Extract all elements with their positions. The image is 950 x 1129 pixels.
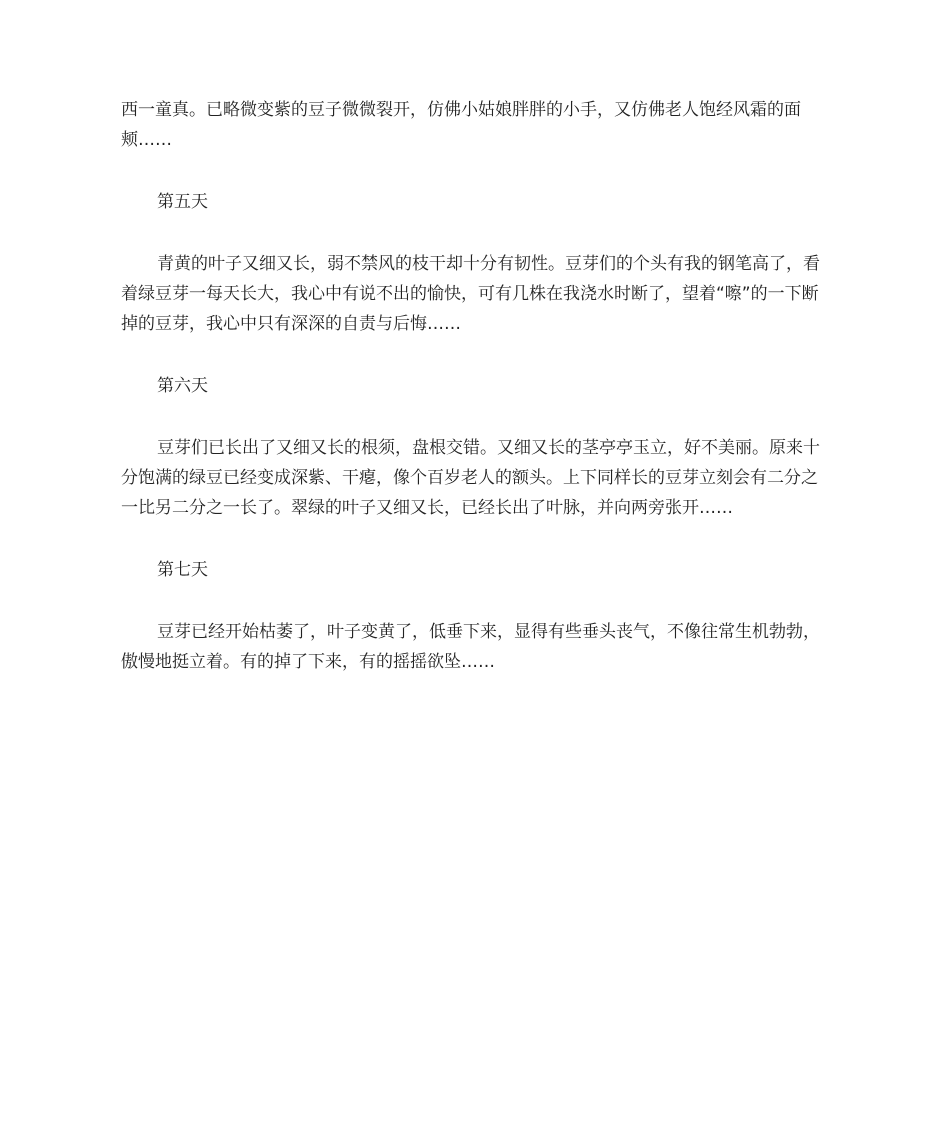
paragraph-day-seven: 豆芽已经开始枯萎了，叶子变黄了，低垂下来，显得有些垂头丧气，不像往常生机勃勃，傲慢地挺立着。有的掉了下来，有的摇摇欲坠…… [121,622,820,672]
paragraph-day-six: 豆芽们已长出了又细又长的根须，盘根交错。又细又长的茎亭亭玉立，好不美丽。原来十分饱满的绿豆已经变成深紫、干瘪，像个百岁老人的额头。上下同样长的豆芽立刻会有二分之一比另二分之一长了。翠绿的叶子又细又长，已经长出了叶脉，并向两旁张开…… [121,438,820,518]
day-five-heading: 第五天 [157,192,208,212]
day-six-heading: 第六天 [157,376,208,396]
day-seven-heading: 第七天 [157,560,208,580]
paragraph-intro: 西一童真。已略微变紫的豆子微微裂开，仿佛小姑娘胖胖的小手，又仿佛老人饱经风霜的面颊…… [121,100,801,150]
paragraph-day-five: 青黄的叶子又细又长，弱不禁风的枝干却十分有韧性。豆芽们的个头有我的钢笔高了，看着绿豆芽一每天长大，我心中有说不出的愉快，可有几株在我浇水时断了，望着“嚓”的一下断掉的豆芽，我心中只有深深的自责与后悔…… [121,254,820,334]
document-page [121,95,833,709]
